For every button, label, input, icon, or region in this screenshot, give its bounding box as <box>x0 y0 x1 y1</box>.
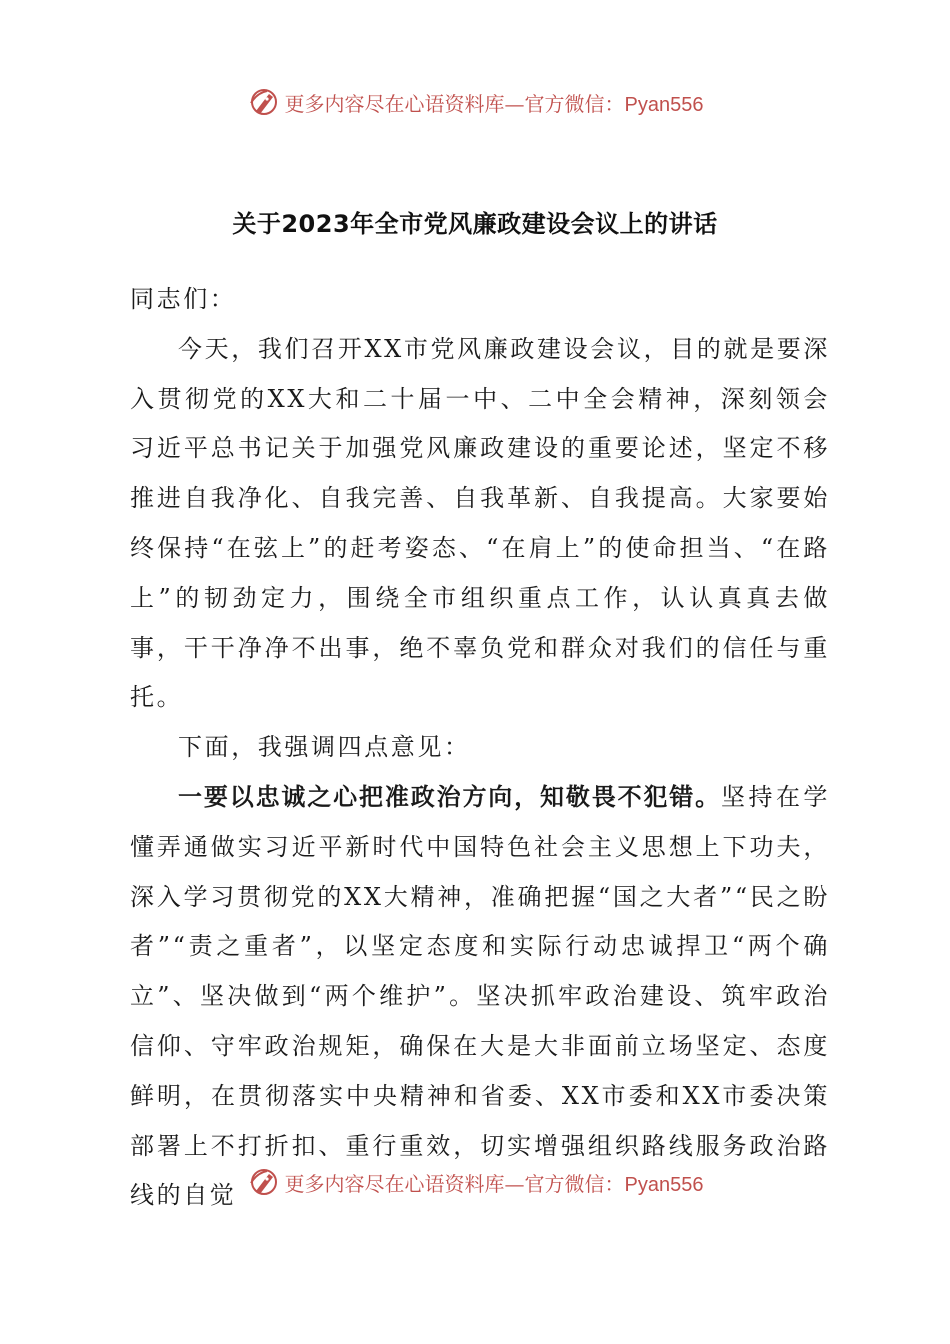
section-1-heading: 一要以忠诚之心把准政治方向，知敬畏不犯错。 <box>178 782 722 811</box>
footer-banner-text <box>285 1168 704 1197</box>
header-banner-wechat-label: 官方微信： <box>524 91 625 116</box>
footer-banner-separator: — <box>504 1171 525 1196</box>
header-banner-separator: — <box>504 91 525 116</box>
document-title: 关于2023年全市党风廉政建设会议上的讲话 <box>232 210 718 238</box>
footer-banner <box>0 1162 950 1202</box>
paragraph-transition: 下面，我强调四点意见： <box>178 733 471 762</box>
salutation: 同志们： <box>130 285 237 313</box>
section-1-paragraph <box>130 773 830 1221</box>
pen-nib-logo-icon <box>247 1165 281 1199</box>
footer-banner-title: 更多内容尽在心语资料库 <box>284 1171 505 1196</box>
paragraph-intro: 今天，我们召开XX市党风廉政建设会议，目的就是要深入贯彻党的XX大和二十届一中、二中全会精神，深刻领会习近平总书记关于加强党风廉政建设的重要论述，坚定不移推进自我净化、自我完善、自我革新、自我提高。大家要始终保持“在弦上”的赶考姿态、“在肩上”的使命担当、“在路上”的韧劲定力，围绕全市组织重点工作，认认真真去做事，干干净净不出事，绝不辜负党和群众对我们的信任与重托。 <box>130 334 830 712</box>
document-body <box>130 275 830 1221</box>
footer-banner-wechat-id: Pyan556 <box>624 1173 704 1196</box>
pen-nib-logo-icon <box>247 85 281 119</box>
header-banner-title: 更多内容尽在心语资料库 <box>284 91 505 116</box>
header-banner-wechat-id: Pyan556 <box>624 93 704 116</box>
footer-banner-wechat-label: 官方微信： <box>524 1171 625 1196</box>
section-1-body: 坚持在学懂弄通做实习近平新时代中国特色社会主义思想上下功夫，深入学习贯彻党的XX大精神，准确把握“国之大者”“民之盼者”“责之重者”，以坚定态度和实际行动忠诚捍卫“两个确立”、坚决做到“两个维护”。坚决抓牢政治建设、筑牢政治信仰、守牢政治规矩，确保在大是大非面前立场坚定、态度鲜明，在贯彻落实中央精神和省委、XX市委和XX市委决策部署上不打折扣、重行重效，切实增强组织路线服务政治路线的自觉 <box>130 782 831 1210</box>
header-banner-text <box>285 88 704 117</box>
header-banner <box>0 82 950 122</box>
